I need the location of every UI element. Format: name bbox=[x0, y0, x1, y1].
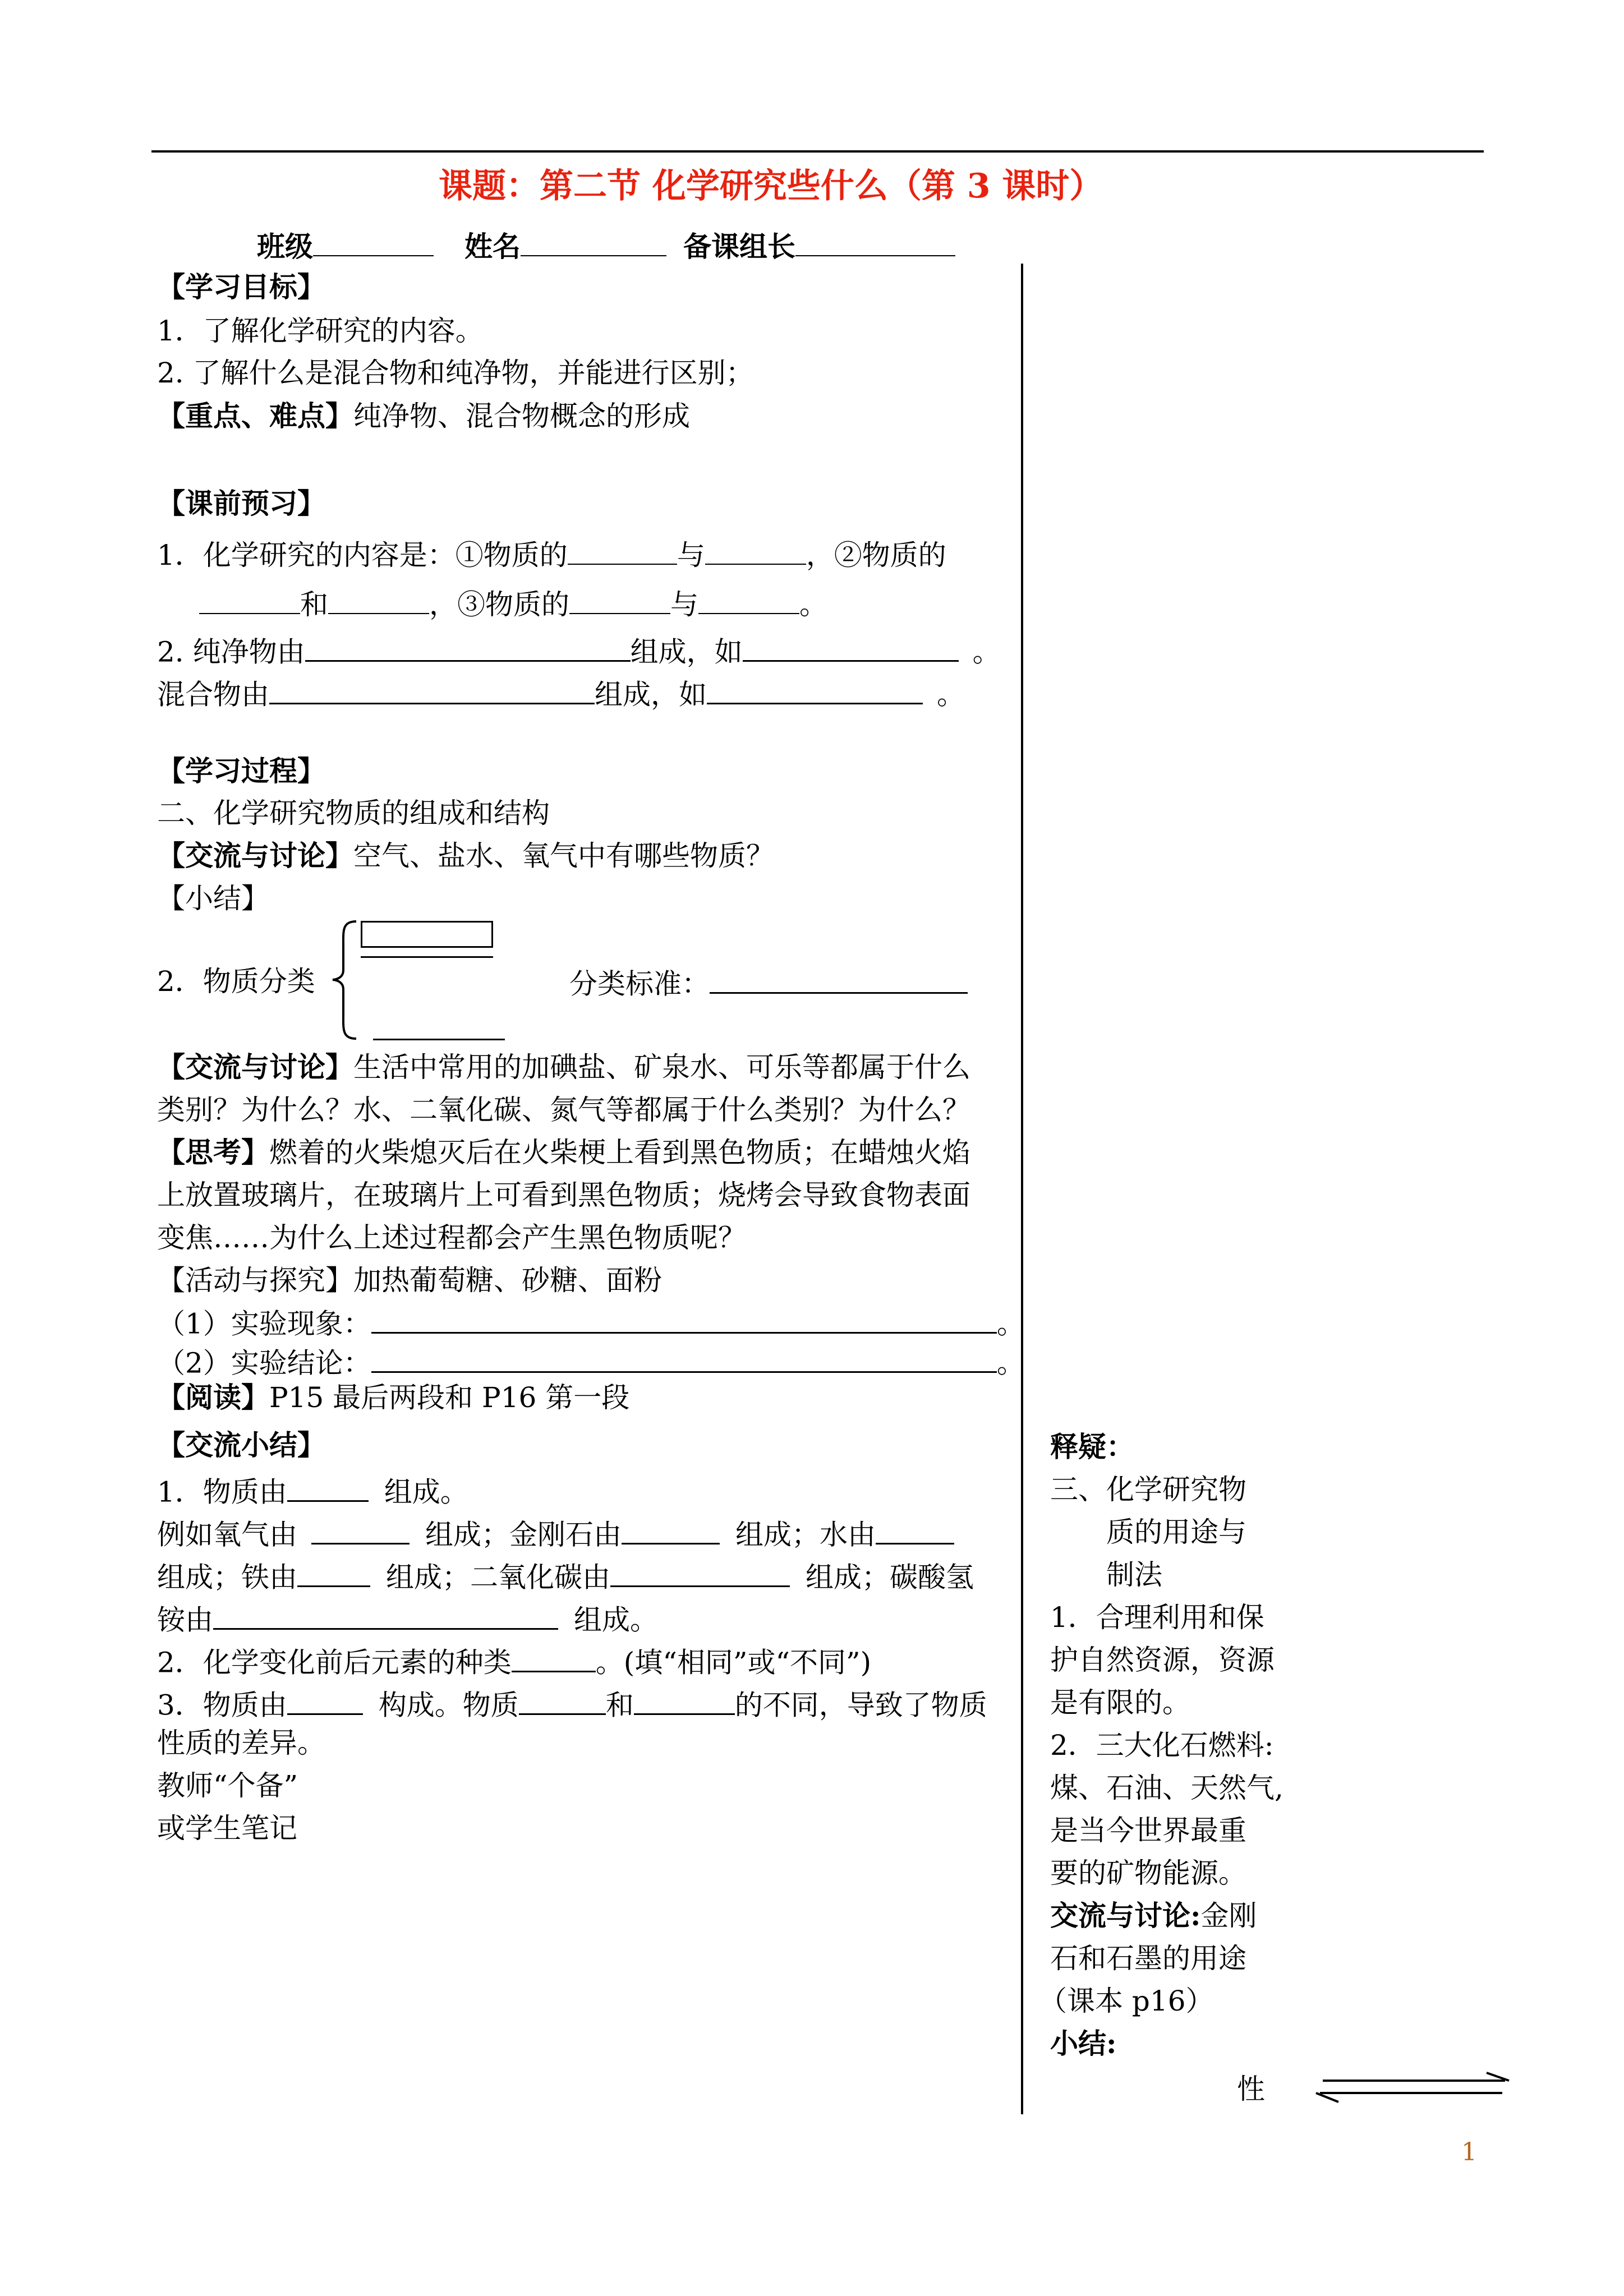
key-points-label: 【重点、难点】 bbox=[157, 399, 353, 432]
classification-line-top bbox=[361, 956, 493, 958]
objective-item: 2. 了解什么是混合物和纯净物，并能进行区别； bbox=[157, 357, 754, 389]
process-heading: 【学习过程】 bbox=[157, 754, 325, 787]
header-fields bbox=[257, 227, 955, 264]
leader-label: 备课组长 bbox=[683, 230, 795, 263]
discussion-label: 【交流与讨论】 bbox=[157, 1050, 353, 1084]
reading bbox=[157, 1381, 629, 1414]
top-rule bbox=[151, 150, 1484, 153]
classification-box-top[interactable] bbox=[361, 921, 493, 948]
reading-label: 【阅读】 bbox=[157, 1381, 269, 1414]
period: 。 bbox=[996, 1307, 1025, 1340]
side-point1-line3: 是有限的。 bbox=[1050, 1686, 1190, 1719]
answer-blank[interactable] bbox=[610, 1556, 790, 1587]
think bbox=[157, 1136, 970, 1169]
key-points bbox=[157, 399, 690, 433]
summary-item-2-line3 bbox=[157, 1598, 658, 1637]
summary-text: 组成；二氧化碳由 bbox=[386, 1561, 610, 1594]
answer-blank[interactable] bbox=[305, 630, 631, 662]
section-two-title: 二、化学研究物质的组成和结构 bbox=[157, 797, 550, 829]
side-point1-line2: 护自然资源，资源 bbox=[1050, 1644, 1275, 1676]
summary-item-4 bbox=[157, 1684, 987, 1722]
preview-q2-text: 组成，如 bbox=[630, 635, 743, 668]
experiment-conclusion bbox=[157, 1341, 1025, 1380]
answer-blank[interactable] bbox=[569, 585, 670, 614]
preview-q2-text: 。 bbox=[937, 678, 965, 711]
answer-blank[interactable] bbox=[743, 630, 959, 662]
preview-q1-text: 与 bbox=[677, 539, 705, 571]
think-label: 【思考】 bbox=[157, 1136, 269, 1169]
preview-q2-text: 混合物由 bbox=[157, 678, 269, 711]
side-point1-line1: 1．合理利用和保 bbox=[1050, 1601, 1264, 1634]
side-discussion-text: 金刚 bbox=[1200, 1899, 1257, 1932]
summary-text: 构成。物质 bbox=[378, 1689, 519, 1722]
teacher-notes-line2: 或学生笔记 bbox=[157, 1812, 297, 1845]
summary-text: 组成；水由 bbox=[735, 1518, 876, 1551]
name-label: 姓名 bbox=[464, 230, 521, 263]
double-arrow-icon bbox=[1312, 2071, 1515, 2104]
side-discussion bbox=[1050, 1899, 1257, 1933]
side-point2-line1: 2．三大化石燃料: bbox=[1050, 1729, 1274, 1762]
side-point2-line4: 要的矿物能源。 bbox=[1050, 1857, 1246, 1889]
preview-q2-line2 bbox=[157, 673, 965, 712]
class-field[interactable] bbox=[313, 227, 434, 256]
discussion-two bbox=[157, 1050, 970, 1084]
answer-blank[interactable] bbox=[707, 673, 923, 704]
summary-text: 。(填“相同”或“不同”) bbox=[595, 1646, 872, 1679]
teacher-notes-line1: 教师“个备” bbox=[157, 1769, 298, 1802]
answer-blank[interactable] bbox=[287, 1684, 363, 1715]
answer-blank[interactable] bbox=[634, 1684, 735, 1715]
summary-item-3 bbox=[157, 1641, 871, 1680]
summary-text: 的不同，导致了物质 bbox=[734, 1689, 987, 1722]
side-summary-label: 小结: bbox=[1050, 2027, 1117, 2060]
page-title: 课题：第二节 化学研究些什么（第 3 课时） bbox=[439, 167, 1103, 206]
criteria bbox=[569, 962, 968, 1001]
page-number: 1 bbox=[1461, 2138, 1477, 2166]
preview-q2-text: 组成，如 bbox=[595, 678, 707, 711]
classification-blank-bottom[interactable] bbox=[373, 1039, 505, 1040]
column-divider bbox=[1021, 264, 1023, 2114]
criteria-label: 分类标准： bbox=[569, 967, 710, 1001]
conclusion-blank[interactable] bbox=[371, 1341, 997, 1373]
summary-item-2 bbox=[157, 1513, 954, 1552]
phenomenon-label: （1）实验现象： bbox=[157, 1307, 371, 1340]
summary-text: 铵由 bbox=[157, 1603, 213, 1636]
objectives-heading: 【学习目标】 bbox=[157, 270, 325, 303]
discussion-one bbox=[157, 839, 774, 873]
objective-item: 1．了解化学研究的内容。 bbox=[157, 315, 484, 347]
preview-q1-text: 和 bbox=[300, 588, 328, 621]
exchange-summary-heading: 【交流小结】 bbox=[157, 1428, 325, 1461]
discussion-label: 【交流与讨论】 bbox=[157, 839, 353, 872]
activity: 【活动与探究】加热葡萄糖、砂糖、面粉 bbox=[157, 1264, 662, 1297]
summary-text: 组成。 bbox=[574, 1603, 658, 1636]
preview-q1-line1 bbox=[157, 536, 946, 572]
answer-blank[interactable] bbox=[287, 1470, 369, 1502]
summary-text: 组成；金刚石由 bbox=[425, 1518, 622, 1551]
answer-blank[interactable] bbox=[199, 585, 300, 614]
brace-shape bbox=[331, 920, 359, 1040]
criteria-blank[interactable] bbox=[710, 962, 968, 994]
side-discussion-label: 交流与讨论: bbox=[1050, 1899, 1201, 1932]
think-line3: 变焦……为什么上述过程都会产生黑色物质呢？ bbox=[157, 1221, 746, 1254]
answer-blank[interactable] bbox=[328, 585, 429, 614]
phenomenon-blank[interactable] bbox=[371, 1302, 997, 1334]
classification-label: 2．物质分类 bbox=[157, 965, 315, 998]
summary-text: 例如氧气由 bbox=[157, 1518, 297, 1551]
summary-item-4-line2: 性质的差异。 bbox=[157, 1727, 325, 1759]
side-point2-line2: 煤、石油、天然气, bbox=[1050, 1772, 1283, 1804]
reading-text: P15 最后两段和 P16 第一段 bbox=[269, 1381, 630, 1414]
side-section3-line3: 制法 bbox=[1106, 1559, 1162, 1591]
preview-q1-line2 bbox=[199, 585, 827, 621]
answer-blank[interactable] bbox=[311, 1513, 410, 1545]
discussion-text: 空气、盐水、氧气中有哪些物质？ bbox=[353, 840, 774, 872]
summary-text: 1．物质由 bbox=[157, 1476, 287, 1509]
preview-heading: 【课前预习】 bbox=[157, 487, 325, 520]
side-property-label: 性 bbox=[1237, 2073, 1265, 2105]
summary-text: 3．物质由 bbox=[157, 1689, 287, 1722]
answer-blank[interactable] bbox=[269, 673, 595, 704]
answer-blank[interactable] bbox=[512, 1641, 596, 1672]
name-field[interactable] bbox=[521, 227, 666, 256]
preview-q2-line1 bbox=[157, 630, 1001, 669]
summary-item-1 bbox=[157, 1470, 468, 1509]
answer-blank[interactable] bbox=[705, 536, 806, 565]
class-label: 班级 bbox=[257, 230, 313, 263]
answer-blank[interactable] bbox=[876, 1513, 954, 1545]
side-point2-line3: 是当今世界最重 bbox=[1050, 1814, 1246, 1847]
preview-q1-text: ，②物质的 bbox=[806, 539, 946, 571]
preview-q1-text: 。 bbox=[799, 588, 827, 621]
preview-q1-text: ，③物质的 bbox=[429, 588, 569, 621]
discussion-text: 生活中常用的加碘盐、矿泉水、可乐等都属于什么 bbox=[353, 1051, 970, 1084]
think-text: 燃着的火柴熄灭后在火柴梗上看到黑色物质；在蜡烛火焰 bbox=[269, 1136, 970, 1169]
key-points-text: 纯净物、混合物概念的形成 bbox=[353, 400, 690, 432]
discussion-two-line2: 类别？为什么？水、二氧化碳、氮气等都属于什么类别？为什么？ bbox=[157, 1094, 970, 1126]
summary-text: 组成；铁由 bbox=[157, 1561, 297, 1594]
think-line2: 上放置玻璃片，在玻璃片上可看到黑色物质；烧烤会导致食物表面 bbox=[157, 1179, 970, 1211]
side-section3-line2: 质的用途与 bbox=[1106, 1516, 1246, 1548]
summary-label: 【小结】 bbox=[157, 882, 269, 915]
summary-text: 2．化学变化前后元素的种类 bbox=[157, 1646, 512, 1679]
preview-q1-text: 与 bbox=[670, 588, 698, 621]
summary-text: 组成；碳酸氢 bbox=[806, 1561, 974, 1594]
experiment-phenomenon bbox=[157, 1302, 1025, 1341]
preview-q2-text: 。 bbox=[972, 635, 1001, 668]
summary-text: 组成。 bbox=[384, 1476, 468, 1509]
side-section3-line1: 三、化学研究物 bbox=[1050, 1473, 1246, 1506]
preview-q2-text: 2. 纯净物由 bbox=[157, 635, 305, 668]
conclusion-label: （2）实验结论： bbox=[157, 1347, 371, 1380]
answer-blank[interactable] bbox=[698, 585, 799, 614]
side-discussion-line2: 石和石墨的用途 bbox=[1050, 1942, 1246, 1975]
answer-blank[interactable] bbox=[297, 1556, 370, 1587]
side-doubt-label: 释疑： bbox=[1050, 1430, 1134, 1463]
side-discussion-line3: （课本 p16） bbox=[1039, 1985, 1214, 2017]
period: 。 bbox=[996, 1347, 1025, 1380]
preview-q1-text: 1．化学研究的内容是：①物质的 bbox=[157, 539, 568, 571]
answer-blank[interactable] bbox=[213, 1598, 558, 1630]
answer-blank[interactable] bbox=[519, 1684, 606, 1715]
answer-blank[interactable] bbox=[622, 1513, 720, 1545]
answer-blank[interactable] bbox=[568, 536, 677, 565]
summary-item-2-line2 bbox=[157, 1556, 974, 1594]
leader-field[interactable] bbox=[795, 227, 955, 256]
summary-text: 和 bbox=[605, 1689, 634, 1722]
